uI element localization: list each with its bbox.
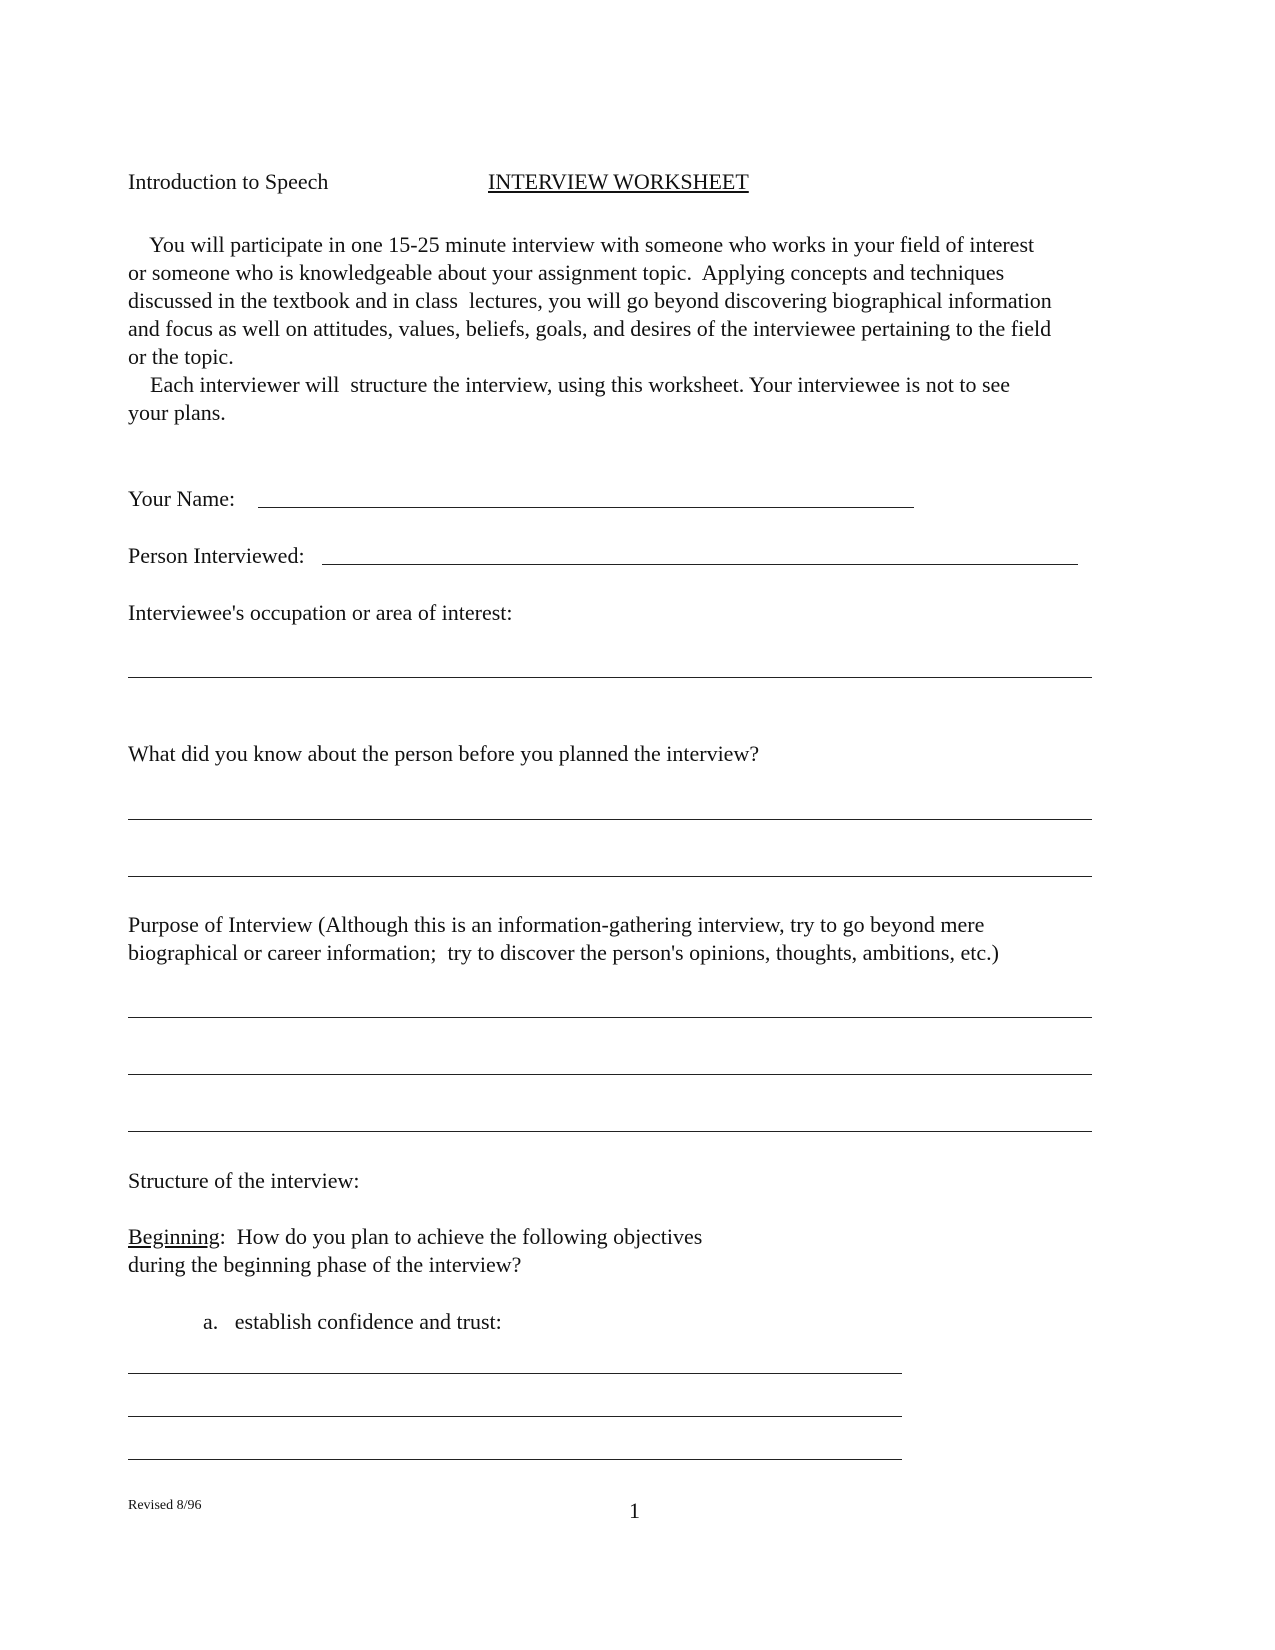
intro-line: Each interviewer will structure the interview, using this worksheet. Your interviewee is not to see [128,372,1011,397]
prior-knowledge-answer-line[interactable] [128,876,1092,877]
person-interviewed-field[interactable] [322,564,1078,565]
intro-line: You will participate in one 15-25 minute interview with someone who works in your field of interest [128,232,1035,257]
prior-knowledge-question: What did you know about the person before you planned the interview? [128,741,760,766]
course-title: Introduction to Speech [128,169,329,194]
purpose-answer-line[interactable] [128,1017,1092,1018]
your-name-label: Your Name: [128,486,236,511]
prior-knowledge-answer-line[interactable] [128,819,1092,820]
beginning-instruction-text: : How do you plan to achieve the following objectives [219,1224,703,1249]
your-name-field[interactable] [258,507,914,508]
item-a-answer-line[interactable] [128,1459,902,1460]
intro-line: and focus as well on attitudes, values, beliefs, goals, and desires of the interviewee pertaining to the field [128,316,1052,341]
item-a-answer-line[interactable] [128,1416,902,1417]
intro-line: or someone who is knowledgeable about your assignment topic. Applying concepts and techniques [128,260,1005,285]
worksheet-title: INTERVIEW WORKSHEET [488,169,749,194]
structure-heading: Structure of the interview: [128,1168,360,1193]
item-a-answer-line[interactable] [128,1373,902,1374]
intro-line: or the topic. [128,344,234,369]
purpose-answer-line[interactable] [128,1074,1092,1075]
occupation-label: Interviewee's occupation or area of interest: [128,600,513,625]
revised-date: Revised 8/96 [128,1498,202,1513]
intro-line: discussed in the textbook and in class lectures, you will go beyond discovering biographical information [128,288,1052,313]
page-number: 1 [629,1498,640,1523]
beginning-label: Beginning [128,1224,220,1249]
beginning-instruction-line-2: during the beginning phase of the interview? [128,1252,522,1277]
beginning-instruction [128,1223,702,1250]
occupation-answer-line[interactable] [128,677,1092,678]
item-a-establish-trust: a. establish confidence and trust: [203,1309,502,1334]
person-interviewed-label: Person Interviewed: [128,543,305,568]
purpose-line-1: Purpose of Interview (Although this is an information-gathering interview, try to go beyond mere [128,912,985,937]
purpose-answer-line[interactable] [128,1131,1092,1132]
intro-line: your plans. [128,400,226,425]
purpose-line-2: biographical or career information; try to discover the person's opinions, thoughts, ambitions, etc.) [128,940,999,965]
